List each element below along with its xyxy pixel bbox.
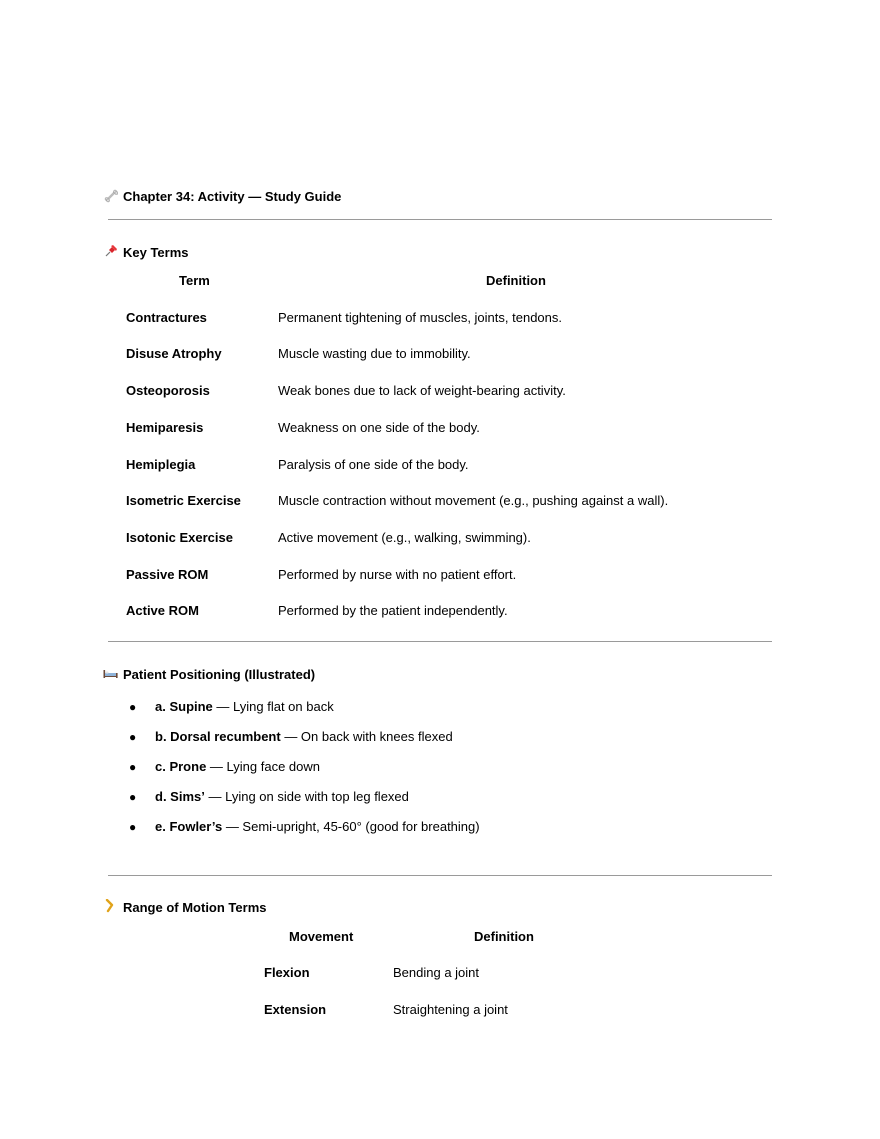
key-terms-heading: Key Terms	[123, 245, 189, 260]
rom-heading: Range of Motion Terms	[123, 900, 267, 915]
definition-cell: Muscle wasting due to immobility.	[278, 346, 471, 361]
list-item	[155, 789, 409, 804]
term-cell: Hemiplegia	[126, 457, 196, 472]
term-cell: Isotonic Exercise	[126, 530, 233, 545]
definition-cell: Performed by nurse with no patient effort.	[278, 567, 517, 582]
term-cell: Disuse Atrophy	[126, 346, 222, 361]
definition-cell: Permanent tightening of muscles, joints, tendons.	[278, 310, 562, 325]
bullet-icon: ●	[129, 730, 137, 744]
position-label: d. Sims’	[155, 789, 205, 804]
term-cell: Hemiparesis	[126, 420, 204, 435]
definition-cell: Weak bones due to lack of weight-bearing activity.	[278, 383, 566, 398]
definition-cell: Weakness on one side of the body.	[278, 420, 480, 435]
position-label: b. Dorsal recumbent	[155, 729, 281, 744]
movement-column-header: Movement	[289, 929, 354, 944]
bullet-icon: ●	[129, 820, 137, 834]
term-cell: Isometric Exercise	[126, 493, 241, 508]
positioning-heading: Patient Positioning (Illustrated)	[123, 667, 316, 682]
rom-definition-column-header: Definition	[474, 929, 534, 944]
definition-column-header: Definition	[486, 273, 546, 288]
bullet-icon: ●	[129, 700, 137, 714]
rom-definition-cell: Straightening a joint	[393, 1002, 508, 1017]
divider	[108, 219, 772, 220]
definition-cell: Muscle contraction without movement (e.g., pushing against a wall).	[278, 493, 669, 508]
position-desc: — Semi-upright, 45-60° (good for breathing)	[222, 819, 480, 834]
definition-cell: Paralysis of one side of the body.	[278, 457, 469, 472]
list-item	[155, 759, 320, 774]
term-cell: Osteoporosis	[126, 383, 210, 398]
list-item	[155, 699, 334, 714]
position-desc: — Lying on side with top leg flexed	[204, 789, 409, 804]
divider	[108, 875, 772, 876]
list-item	[155, 819, 480, 834]
page-title: Chapter 34: Activity — Study Guide	[123, 189, 342, 204]
position-label: c. Prone	[155, 759, 207, 774]
term-cell: Contractures	[126, 310, 207, 325]
bullet-icon: ●	[129, 760, 137, 774]
definition-cell: Performed by the patient independently.	[278, 603, 508, 618]
bed-icon	[103, 668, 117, 682]
position-desc: — On back with knees flexed	[280, 729, 453, 744]
bend-arrow-icon	[104, 899, 118, 913]
term-cell: Active ROM	[126, 603, 199, 618]
term-cell: Passive ROM	[126, 567, 209, 582]
position-desc: — Lying face down	[206, 759, 320, 774]
position-label: a. Supine	[155, 699, 213, 714]
position-label: e. Fowler’s	[155, 819, 223, 834]
rom-definition-cell: Bending a joint	[393, 965, 480, 980]
definition-cell: Active movement (e.g., walking, swimming).	[278, 530, 531, 545]
movement-cell: Extension	[264, 1002, 327, 1017]
bullet-icon: ●	[129, 790, 137, 804]
list-item	[155, 729, 453, 744]
divider	[108, 641, 772, 642]
movement-cell: Flexion	[264, 965, 310, 980]
bone-icon	[104, 189, 118, 203]
pushpin-icon	[104, 244, 118, 258]
term-column-header: Term	[179, 273, 210, 288]
position-desc: — Lying flat on back	[212, 699, 334, 714]
